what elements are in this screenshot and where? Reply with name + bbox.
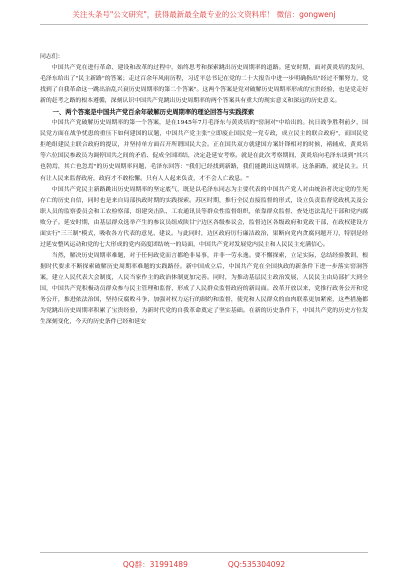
header-banner: 关注头条号"公文研究"，获得最新最全最专业的公文资料库！ 微信：gongwenj <box>72 10 336 19</box>
paragraph: 中国共产党在进行革命、建设和改革的过程中，始终思考和探索跳出历史周期率的道路。延安时期，面对黄炎培的发问，毛泽东给出了"民主新路"的答案；走过百余年风雨历程，习近平总书记在党的二十大报告中进一步明确指出"经过不懈努力，党找到了自我革命这一跳出治乱兴衰历史周期率的第二个答案"。这两个答案是党对破解历史周期率形成的宝贵经验，也是党走好新的赶考之路的根本遵循，深刻认识中国共产党跳出历史周期率的两个答案具有重大的现实意义和深远的历史意义。 <box>40 65 368 105</box>
paragraph: 中国共产党民主新路跳出历史周期率的坚定底气，既是以毛泽东同志为主要代表的中国共产党人对由统治者决定党的生死存亡的历史自信，同时也是来自局部执政时期的实践探索。苏区时期，推行全民直接监督的形式，设立负责监督党政机关及公职人员的监察委员会和工农检察部，组建突击队、工农通讯员等群众性监督组织，依靠群众监督、查处违法乱纪干部和党内腐败分子。延安时期，由基层群众选举产生的参议员组成陕甘宁边区各级参议会，监督边区各级政府和党政干部，在政权建设方面实行"三三制"模式，吸收各方代表的意见、建议。与此同时，边区政府厉行廉洁政治，果断向党内贪腐问题开刀，特别是经过延安整风运动和党的七大形成的党内高度团结统一的局面，中国共产党对发展党内民主和人民民主充满信心。 <box>40 186 368 248</box>
document-body <box>40 52 368 328</box>
footer-rule <box>40 552 368 553</box>
paragraph: 中国共产党破解历史周期率的第一个答案，是在1945年7月毛泽东与黄炎培的"窑洞对"中给出的。抗日战争胜利前夕，国民党方面在战争忧患的重压下如何建国的议题，中国共产党主张"立即废止国民党一党专政，成立民主的联合政府"，而国民党拒绝组建民主联合政府的提议，并坚持单方面召开所谓国民大会。正在国共双方就建国方案针锋相对的时候，褚辅成、黄炎培等六位国民参政员为调停国共之间的矛盾、促成全国团结，决定赴延安考察。就是在此次考察期间，黄炎培向毛泽东谈到"其兴也勃焉，其亡也忽焉"的历史周期率问题，毛泽东回答："我们已经找到新路，我们能跳出这周期率。这条新路，就是民主。只有让人民来监督政府，政府才不敢松懈。只有人人起来负责，才不会人亡政息。" <box>40 120 368 182</box>
greeting: 同志们： <box>40 54 64 60</box>
header-rule <box>40 24 368 25</box>
footer-qq-group: QQ群：31991489 <box>122 559 188 569</box>
section-heading: 一、两个答案是中国共产党百余年破解历史周期率的理论回答与实践探索 <box>52 109 255 117</box>
paragraph: 当然，解决历史周期率难题，对于任何政党而言都绝非易事，并非一劳永逸。要不懈探索，立足实际，总结经验教训，根据时代要求不断探索破解历史周期率难题的实践路径。新中国成立后，中国共产党在全国执政的新条件下进一步落实窑洞答案，建立人民代表大会制度，人民当家作主的政治体制更加完善。同时，为推动基层民主政治发展，人民民主由局部扩大到全国，中国共产党积极动员群众参与民主管理和监督，形成了人民群众监督政府的新局面。改革开放以来，党推行政务公开和党务公开，推进依法治国，坚持反腐败斗争，加强对权力运行的制约和监督，使党和人民群众的血肉联系更加紧密，这些措施都为党跳出历史周期率积累了宝贵经验，为新时代党的自我革命奠定了坚实基础。在新的历史条件下，中国共产党的历史方位发生深刻变化，今天的历史条件已经和延安 <box>40 252 368 326</box>
footer-banner <box>40 556 368 572</box>
footer-qq: QQ:535304092 <box>227 559 286 569</box>
